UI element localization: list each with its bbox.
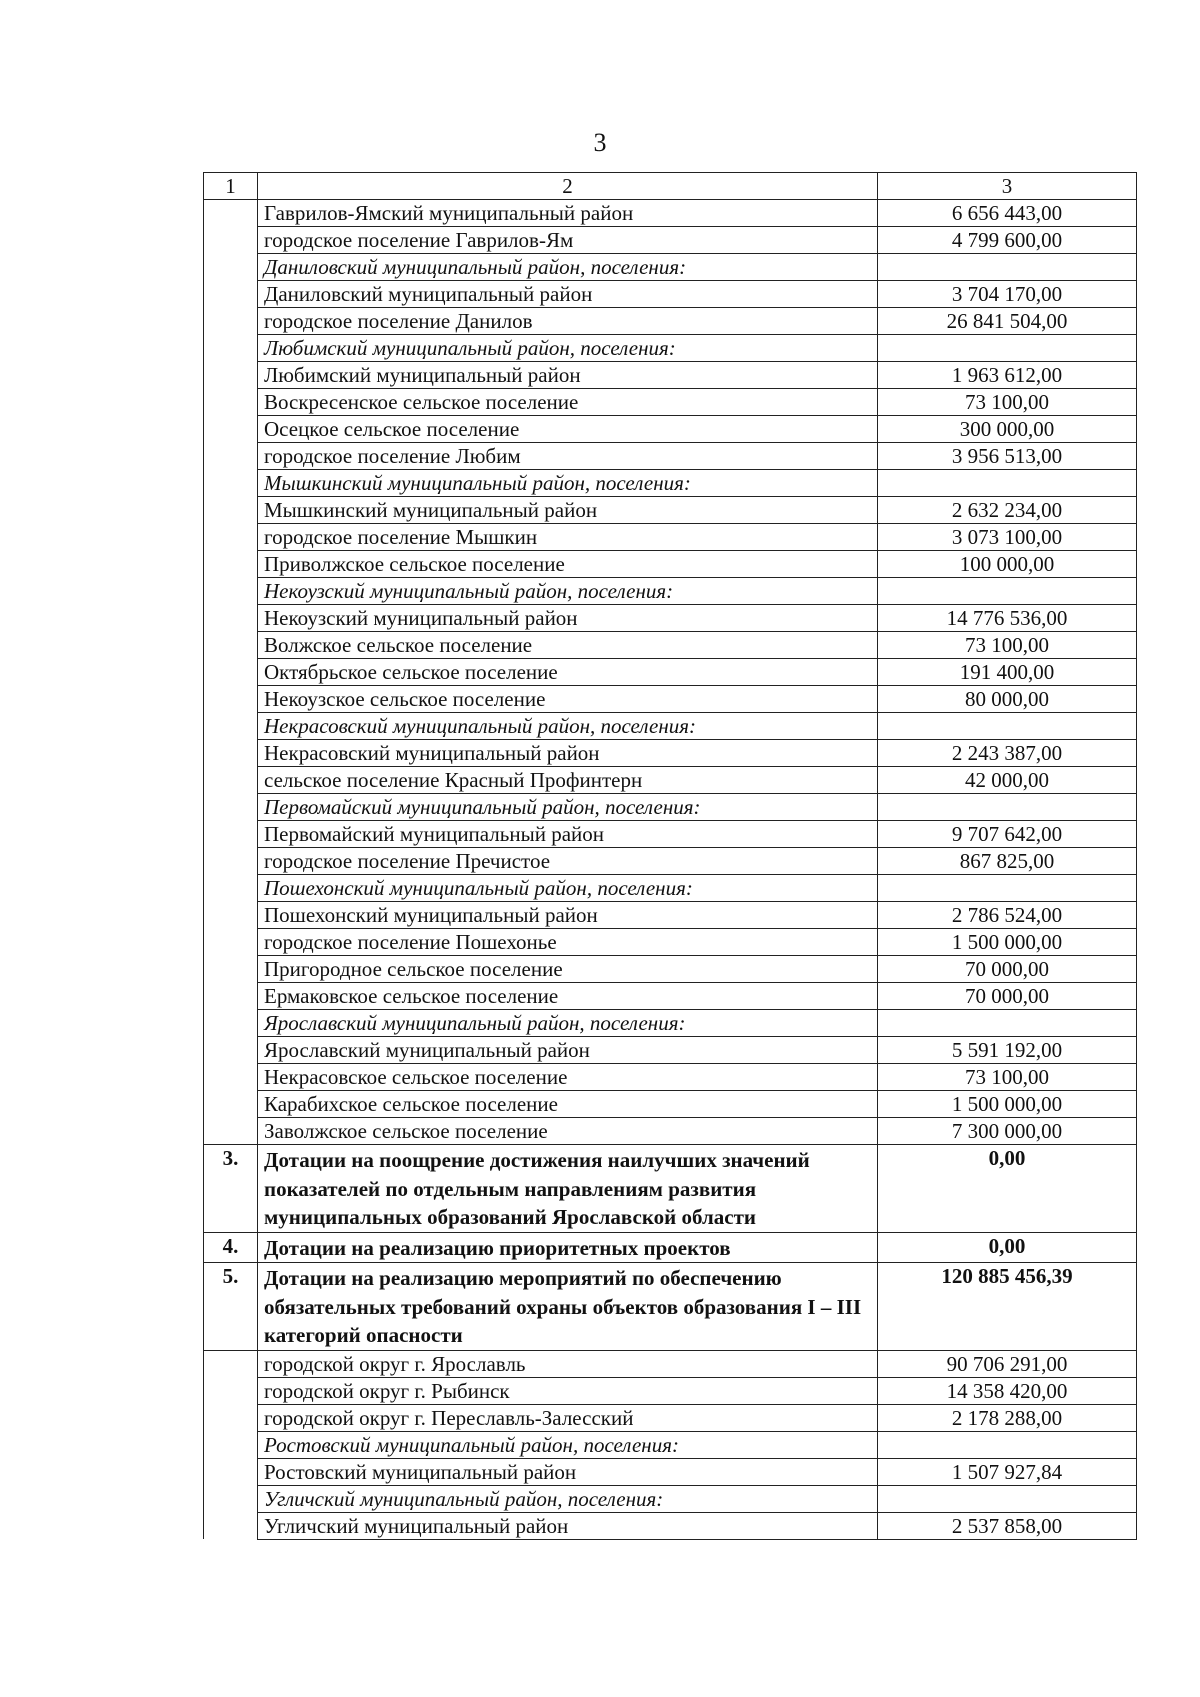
table-row xyxy=(204,929,1137,956)
row-name: Пошехонский муниципальный район xyxy=(258,902,878,929)
section-number: 4. xyxy=(204,1232,258,1263)
table-row xyxy=(204,1404,1137,1431)
table-row xyxy=(204,767,1137,794)
subsidy-table xyxy=(203,172,1137,1540)
table-row-group-heading xyxy=(204,713,1137,740)
row-number-cell xyxy=(204,1458,258,1485)
table-row xyxy=(204,200,1137,227)
row-amount: 1 500 000,00 xyxy=(878,1091,1137,1118)
table-row xyxy=(204,416,1137,443)
table-row xyxy=(204,1377,1137,1404)
row-amount: 14 358 420,00 xyxy=(878,1377,1137,1404)
row-number-cell xyxy=(204,632,258,659)
table-row-group-heading xyxy=(204,1010,1137,1037)
row-amount: 191 400,00 xyxy=(878,659,1137,686)
row-name: Некрасовское сельское поселение xyxy=(258,1064,878,1091)
row-name: Некрасовский муниципальный район, поселения: xyxy=(258,713,878,740)
row-name: Первомайский муниципальный район, поселения: xyxy=(258,794,878,821)
row-number-cell xyxy=(204,551,258,578)
row-number-cell xyxy=(204,713,258,740)
row-number-cell xyxy=(204,1377,258,1404)
row-amount xyxy=(878,1485,1137,1512)
row-name: городской округ г. Ярославль xyxy=(258,1350,878,1377)
table-row xyxy=(204,1458,1137,1485)
table-row xyxy=(204,956,1137,983)
table-row xyxy=(204,1091,1137,1118)
row-name: Угличский муниципальный район, поселения: xyxy=(258,1485,878,1512)
row-amount: 5 591 192,00 xyxy=(878,1037,1137,1064)
row-name: Некоузское сельское поселение xyxy=(258,686,878,713)
table-row xyxy=(204,848,1137,875)
row-amount: 2 632 234,00 xyxy=(878,497,1137,524)
section-5-row xyxy=(204,1263,1137,1351)
row-name: Ярославский муниципальный район, поселения: xyxy=(258,1010,878,1037)
row-amount: 80 000,00 xyxy=(878,686,1137,713)
row-name: Воскресенское сельское поселение xyxy=(258,389,878,416)
row-number-cell xyxy=(204,848,258,875)
table-row-group-heading xyxy=(204,578,1137,605)
row-name: Приволжское сельское поселение xyxy=(258,551,878,578)
row-amount: 6 656 443,00 xyxy=(878,200,1137,227)
row-number-cell xyxy=(204,524,258,551)
row-number-cell xyxy=(204,1485,258,1512)
row-amount: 70 000,00 xyxy=(878,983,1137,1010)
row-name: Некрасовский муниципальный район xyxy=(258,740,878,767)
row-amount xyxy=(878,470,1137,497)
row-amount: 100 000,00 xyxy=(878,551,1137,578)
table-row xyxy=(204,740,1137,767)
row-name: городское поселение Любим xyxy=(258,443,878,470)
row-number-cell xyxy=(204,416,258,443)
table-row xyxy=(204,1118,1137,1145)
table-row xyxy=(204,308,1137,335)
row-number-cell xyxy=(204,1512,258,1539)
row-amount xyxy=(878,875,1137,902)
row-name: городское поселение Гаврилов-Ям xyxy=(258,227,878,254)
table-row xyxy=(204,443,1137,470)
table-row xyxy=(204,227,1137,254)
row-number-cell xyxy=(204,767,258,794)
row-amount: 1 963 612,00 xyxy=(878,362,1137,389)
row-amount xyxy=(878,794,1137,821)
row-amount: 2 243 387,00 xyxy=(878,740,1137,767)
table-row xyxy=(204,1064,1137,1091)
row-amount: 26 841 504,00 xyxy=(878,308,1137,335)
section-3-row xyxy=(204,1145,1137,1233)
row-name: Любимский муниципальный район xyxy=(258,362,878,389)
row-name: Мышкинский муниципальный район xyxy=(258,497,878,524)
table-row xyxy=(204,281,1137,308)
header-col-2: 2 xyxy=(258,173,878,200)
row-amount: 9 707 642,00 xyxy=(878,821,1137,848)
table-row xyxy=(204,524,1137,551)
row-amount: 70 000,00 xyxy=(878,956,1137,983)
row-number-cell xyxy=(204,740,258,767)
row-name: Некоузский муниципальный район xyxy=(258,605,878,632)
row-number-cell xyxy=(204,1404,258,1431)
row-amount: 2 178 288,00 xyxy=(878,1404,1137,1431)
row-amount: 7 300 000,00 xyxy=(878,1118,1137,1145)
header-col-1: 1 xyxy=(204,173,258,200)
table-row xyxy=(204,1350,1137,1377)
row-amount: 73 100,00 xyxy=(878,632,1137,659)
row-name: Первомайский муниципальный район xyxy=(258,821,878,848)
row-name: Любимский муниципальный район, поселения: xyxy=(258,335,878,362)
row-amount xyxy=(878,1431,1137,1458)
row-number-cell xyxy=(204,578,258,605)
row-name: Волжское сельское поселение xyxy=(258,632,878,659)
row-amount: 1 500 000,00 xyxy=(878,929,1137,956)
row-amount: 3 956 513,00 xyxy=(878,443,1137,470)
row-name: Карабихское сельское поселение xyxy=(258,1091,878,1118)
row-name: Некоузский муниципальный район, поселения: xyxy=(258,578,878,605)
table-row-group-heading xyxy=(204,1431,1137,1458)
row-number-cell xyxy=(204,335,258,362)
row-amount: 3 073 100,00 xyxy=(878,524,1137,551)
row-amount: 867 825,00 xyxy=(878,848,1137,875)
row-number-cell xyxy=(204,956,258,983)
table-row xyxy=(204,389,1137,416)
row-amount xyxy=(878,335,1137,362)
row-name: городское поселение Пошехонье xyxy=(258,929,878,956)
section-number: 5. xyxy=(204,1263,258,1351)
row-name: Ермаковское сельское поселение xyxy=(258,983,878,1010)
row-amount xyxy=(878,254,1137,281)
row-name: Октябрьское сельское поселение xyxy=(258,659,878,686)
table-row-group-heading xyxy=(204,470,1137,497)
row-number-cell xyxy=(204,983,258,1010)
row-number-cell xyxy=(204,362,258,389)
row-amount xyxy=(878,1010,1137,1037)
row-name: Даниловский муниципальный район xyxy=(258,281,878,308)
row-number-cell xyxy=(204,659,258,686)
row-number-cell xyxy=(204,200,258,227)
table-row-group-heading xyxy=(204,335,1137,362)
row-amount: 2 786 524,00 xyxy=(878,902,1137,929)
row-name: Осецкое сельское поселение xyxy=(258,416,878,443)
row-number-cell xyxy=(204,389,258,416)
row-number-cell xyxy=(204,254,258,281)
row-name: сельское поселение Красный Профинтерн xyxy=(258,767,878,794)
page-number: 3 xyxy=(593,128,607,157)
row-number-cell xyxy=(204,227,258,254)
section-title: Дотации на поощрение достижения наилучших значений показателей по отдельным направлениям развития муниципальных образований Ярославской области xyxy=(258,1145,878,1233)
row-name: Мышкинский муниципальный район, поселения: xyxy=(258,470,878,497)
row-amount: 42 000,00 xyxy=(878,767,1137,794)
row-name: Угличский муниципальный район xyxy=(258,1512,878,1539)
row-number-cell xyxy=(204,929,258,956)
row-number-cell xyxy=(204,821,258,848)
row-name: Даниловский муниципальный район, поселения: xyxy=(258,254,878,281)
table-row xyxy=(204,821,1137,848)
row-amount: 4 799 600,00 xyxy=(878,227,1137,254)
row-name: Ярославский муниципальный район xyxy=(258,1037,878,1064)
row-number-cell xyxy=(204,470,258,497)
row-name: городское поселение Пречистое xyxy=(258,848,878,875)
section-title: Дотации на реализацию мероприятий по обеспечению обязательных требований охраны объектов образования I – III категорий опасности xyxy=(258,1263,878,1351)
table-row-group-heading xyxy=(204,254,1137,281)
row-name: городское поселение Данилов xyxy=(258,308,878,335)
row-number-cell xyxy=(204,875,258,902)
table-row xyxy=(204,605,1137,632)
row-name: Пошехонский муниципальный район, поселения: xyxy=(258,875,878,902)
row-amount: 73 100,00 xyxy=(878,389,1137,416)
row-amount xyxy=(878,578,1137,605)
row-name: Пригородное сельское поселение xyxy=(258,956,878,983)
row-number-cell xyxy=(204,308,258,335)
row-number-cell xyxy=(204,686,258,713)
table-row xyxy=(204,551,1137,578)
row-number-cell xyxy=(204,1064,258,1091)
row-name: Ростовский муниципальный район xyxy=(258,1458,878,1485)
table-row xyxy=(204,632,1137,659)
table-row xyxy=(204,1512,1137,1539)
row-amount: 90 706 291,00 xyxy=(878,1350,1137,1377)
row-amount: 2 537 858,00 xyxy=(878,1512,1137,1539)
table-header-row xyxy=(204,173,1137,200)
row-number-cell xyxy=(204,1350,258,1377)
row-amount: 1 507 927,84 xyxy=(878,1458,1137,1485)
table-row xyxy=(204,983,1137,1010)
row-name: городской округ г. Рыбинск xyxy=(258,1377,878,1404)
row-name: городское поселение Мышкин xyxy=(258,524,878,551)
row-number-cell xyxy=(204,497,258,524)
section-number: 3. xyxy=(204,1145,258,1233)
table-row xyxy=(204,686,1137,713)
header-col-3: 3 xyxy=(878,173,1137,200)
row-amount: 73 100,00 xyxy=(878,1064,1137,1091)
row-amount: 14 776 536,00 xyxy=(878,605,1137,632)
row-name: Заволжское сельское поселение xyxy=(258,1118,878,1145)
table-row xyxy=(204,497,1137,524)
row-number-cell xyxy=(204,1431,258,1458)
row-name: Гаврилов-Ямский муниципальный район xyxy=(258,200,878,227)
row-name: Ростовский муниципальный район, поселения: xyxy=(258,1431,878,1458)
row-number-cell xyxy=(204,794,258,821)
row-amount xyxy=(878,713,1137,740)
row-number-cell xyxy=(204,1118,258,1145)
row-amount: 3 704 170,00 xyxy=(878,281,1137,308)
row-number-cell xyxy=(204,605,258,632)
section-4-row xyxy=(204,1232,1137,1263)
table-row xyxy=(204,659,1137,686)
section-amount: 0,00 xyxy=(878,1145,1137,1233)
table-row xyxy=(204,902,1137,929)
row-number-cell xyxy=(204,1037,258,1064)
table-row xyxy=(204,362,1137,389)
row-number-cell xyxy=(204,1010,258,1037)
table-row-group-heading xyxy=(204,875,1137,902)
section-amount: 120 885 456,39 xyxy=(878,1263,1137,1351)
section-amount: 0,00 xyxy=(878,1232,1137,1263)
table-row-group-heading xyxy=(204,1485,1137,1512)
row-name: городской округ г. Переславль-Залесский xyxy=(258,1404,878,1431)
row-number-cell xyxy=(204,443,258,470)
table-row xyxy=(204,1037,1137,1064)
table-row-group-heading xyxy=(204,794,1137,821)
row-number-cell xyxy=(204,1091,258,1118)
row-number-cell xyxy=(204,281,258,308)
row-amount: 300 000,00 xyxy=(878,416,1137,443)
row-number-cell xyxy=(204,902,258,929)
section-title: Дотации на реализацию приоритетных проектов xyxy=(258,1232,878,1263)
